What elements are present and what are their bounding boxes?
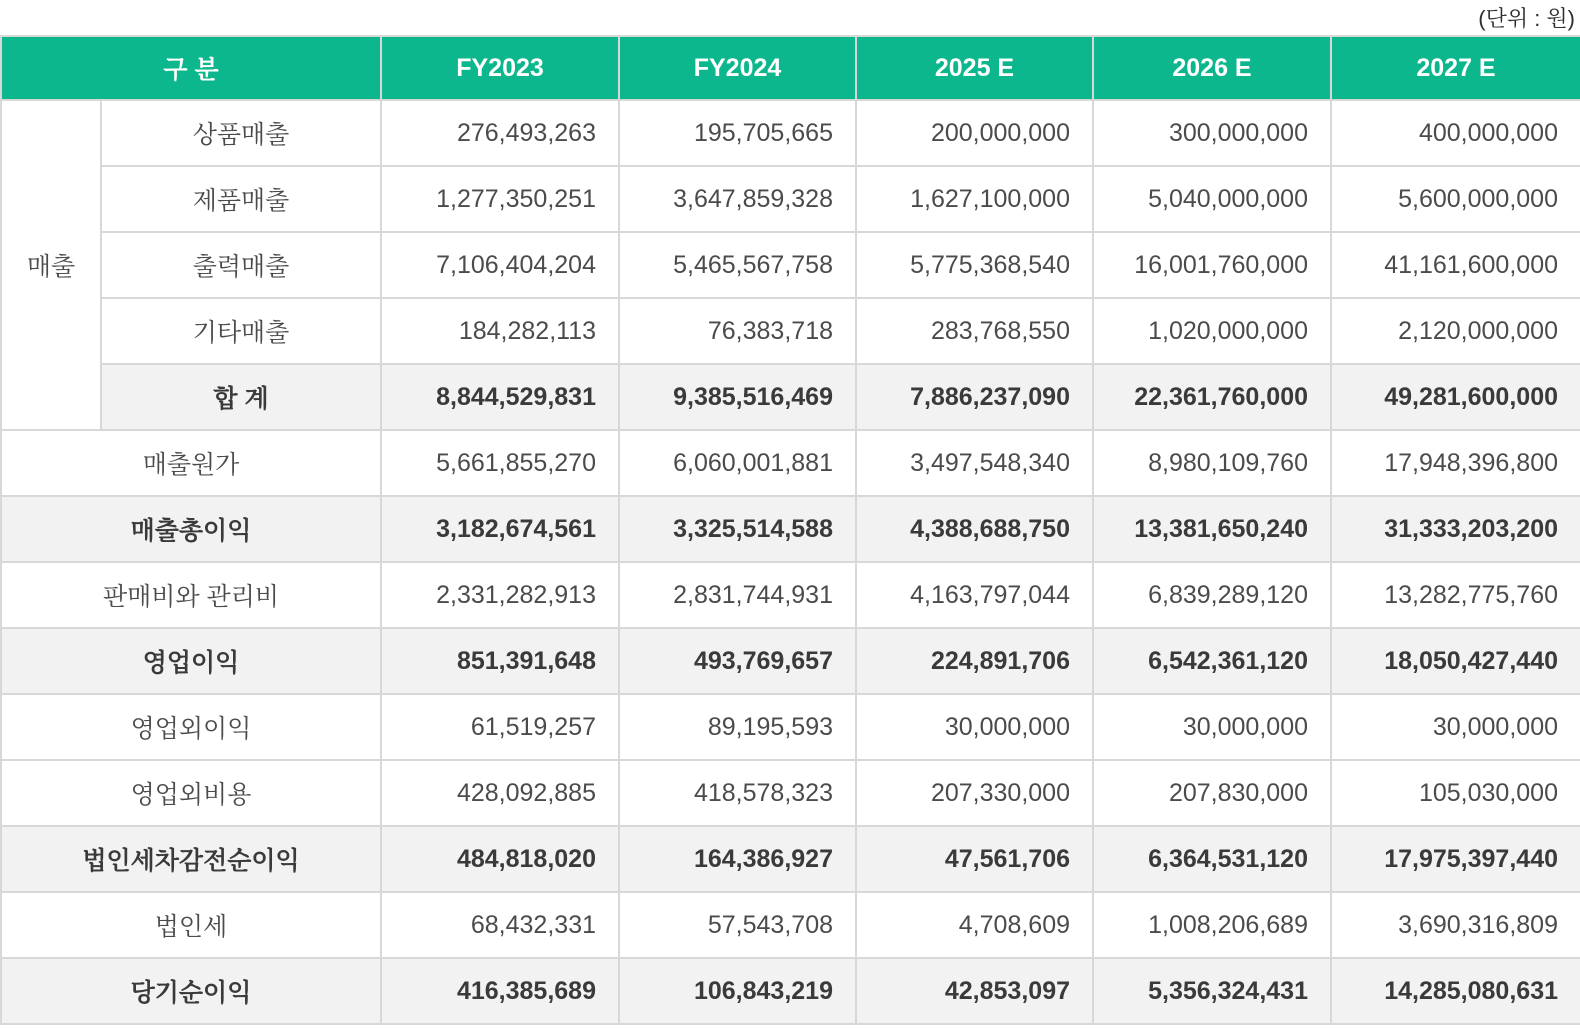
income-statement-table (0, 35, 1580, 1025)
value-cell: 14,285,080,631 (1331, 958, 1580, 1024)
value-cell: 224,891,706 (856, 628, 1093, 694)
column-header-2026e: 2026 E (1093, 36, 1331, 100)
value-cell: 105,030,000 (1331, 760, 1580, 826)
value-cell: 418,578,323 (619, 760, 856, 826)
value-cell: 1,020,000,000 (1093, 298, 1331, 364)
value-cell: 207,830,000 (1093, 760, 1331, 826)
value-cell: 4,163,797,044 (856, 562, 1093, 628)
table-row-income-tax (1, 892, 1580, 958)
value-cell: 57,543,708 (619, 892, 856, 958)
value-cell: 283,768,550 (856, 298, 1093, 364)
table-row-output-sales (1, 232, 1580, 298)
value-cell: 1,008,206,689 (1093, 892, 1331, 958)
table-row-other-sales (1, 298, 1580, 364)
value-cell: 3,647,859,328 (619, 166, 856, 232)
row-label: 영업외비용 (1, 760, 381, 826)
table-row-merchandise-sales (1, 100, 1580, 166)
table-row-net-income (1, 958, 1580, 1024)
table-row-operating-profit (1, 628, 1580, 694)
value-cell: 3,325,514,588 (619, 496, 856, 562)
row-label: 기타매출 (101, 298, 381, 364)
value-cell: 4,708,609 (856, 892, 1093, 958)
column-header-fy2023: FY2023 (381, 36, 619, 100)
value-cell: 89,195,593 (619, 694, 856, 760)
value-cell: 3,182,674,561 (381, 496, 619, 562)
table-row-product-sales (1, 166, 1580, 232)
value-cell: 22,361,760,000 (1093, 364, 1331, 430)
table-row-non-operating-expenses (1, 760, 1580, 826)
row-label: 판매비와 관리비 (1, 562, 381, 628)
value-cell: 18,050,427,440 (1331, 628, 1580, 694)
value-cell: 31,333,203,200 (1331, 496, 1580, 562)
row-group-label-revenue: 매출 (1, 100, 101, 430)
value-cell: 5,356,324,431 (1093, 958, 1331, 1024)
value-cell: 7,106,404,204 (381, 232, 619, 298)
value-cell: 61,519,257 (381, 694, 619, 760)
value-cell: 49,281,600,000 (1331, 364, 1580, 430)
row-label: 당기순이익 (1, 958, 381, 1024)
value-cell: 184,282,113 (381, 298, 619, 364)
value-cell: 195,705,665 (619, 100, 856, 166)
value-cell: 851,391,648 (381, 628, 619, 694)
value-cell: 4,388,688,750 (856, 496, 1093, 562)
column-header-2027e: 2027 E (1331, 36, 1580, 100)
value-cell: 276,493,263 (381, 100, 619, 166)
row-label: 매출원가 (1, 430, 381, 496)
value-cell: 6,364,531,120 (1093, 826, 1331, 892)
value-cell: 3,690,316,809 (1331, 892, 1580, 958)
value-cell: 68,432,331 (381, 892, 619, 958)
header-row (1, 36, 1580, 100)
value-cell: 493,769,657 (619, 628, 856, 694)
value-cell: 484,818,020 (381, 826, 619, 892)
value-cell: 6,060,001,881 (619, 430, 856, 496)
value-cell: 5,465,567,758 (619, 232, 856, 298)
table-row-revenue-total (1, 364, 1580, 430)
value-cell: 416,385,689 (381, 958, 619, 1024)
value-cell: 300,000,000 (1093, 100, 1331, 166)
column-header-fy2024: FY2024 (619, 36, 856, 100)
value-cell: 41,161,600,000 (1331, 232, 1580, 298)
value-cell: 1,277,350,251 (381, 166, 619, 232)
value-cell: 5,040,000,000 (1093, 166, 1331, 232)
value-cell: 5,661,855,270 (381, 430, 619, 496)
value-cell: 164,386,927 (619, 826, 856, 892)
value-cell: 13,381,650,240 (1093, 496, 1331, 562)
value-cell: 2,331,282,913 (381, 562, 619, 628)
value-cell: 2,120,000,000 (1331, 298, 1580, 364)
value-cell: 30,000,000 (1331, 694, 1580, 760)
value-cell: 428,092,885 (381, 760, 619, 826)
value-cell: 17,948,396,800 (1331, 430, 1580, 496)
value-cell: 7,886,237,090 (856, 364, 1093, 430)
value-cell: 5,600,000,000 (1331, 166, 1580, 232)
row-label: 상품매출 (101, 100, 381, 166)
value-cell: 1,627,100,000 (856, 166, 1093, 232)
row-label: 법인세차감전순이익 (1, 826, 381, 892)
column-header-2025e: 2025 E (856, 36, 1093, 100)
column-header-category: 구 분 (1, 36, 381, 100)
value-cell: 207,330,000 (856, 760, 1093, 826)
table-row-non-operating-income (1, 694, 1580, 760)
row-label: 합 계 (101, 364, 381, 430)
table-row-cost-of-sales (1, 430, 1580, 496)
value-cell: 17,975,397,440 (1331, 826, 1580, 892)
value-cell: 42,853,097 (856, 958, 1093, 1024)
unit-note: (단위 : 원) (1478, 6, 1575, 31)
value-cell: 47,561,706 (856, 826, 1093, 892)
value-cell: 16,001,760,000 (1093, 232, 1331, 298)
row-label: 법인세 (1, 892, 381, 958)
value-cell: 30,000,000 (1093, 694, 1331, 760)
value-cell: 30,000,000 (856, 694, 1093, 760)
value-cell: 6,542,361,120 (1093, 628, 1331, 694)
table-row-pretax-income (1, 826, 1580, 892)
value-cell: 8,844,529,831 (381, 364, 619, 430)
value-cell: 9,385,516,469 (619, 364, 856, 430)
value-cell: 400,000,000 (1331, 100, 1580, 166)
row-label: 영업이익 (1, 628, 381, 694)
value-cell: 6,839,289,120 (1093, 562, 1331, 628)
value-cell: 13,282,775,760 (1331, 562, 1580, 628)
row-label: 매출총이익 (1, 496, 381, 562)
row-label: 출력매출 (101, 232, 381, 298)
value-cell: 200,000,000 (856, 100, 1093, 166)
value-cell: 8,980,109,760 (1093, 430, 1331, 496)
row-label: 영업외이익 (1, 694, 381, 760)
row-label: 제품매출 (101, 166, 381, 232)
value-cell: 106,843,219 (619, 958, 856, 1024)
table-row-gross-profit (1, 496, 1580, 562)
value-cell: 5,775,368,540 (856, 232, 1093, 298)
value-cell: 2,831,744,931 (619, 562, 856, 628)
value-cell: 76,383,718 (619, 298, 856, 364)
value-cell: 3,497,548,340 (856, 430, 1093, 496)
table-row-sga-expenses (1, 562, 1580, 628)
